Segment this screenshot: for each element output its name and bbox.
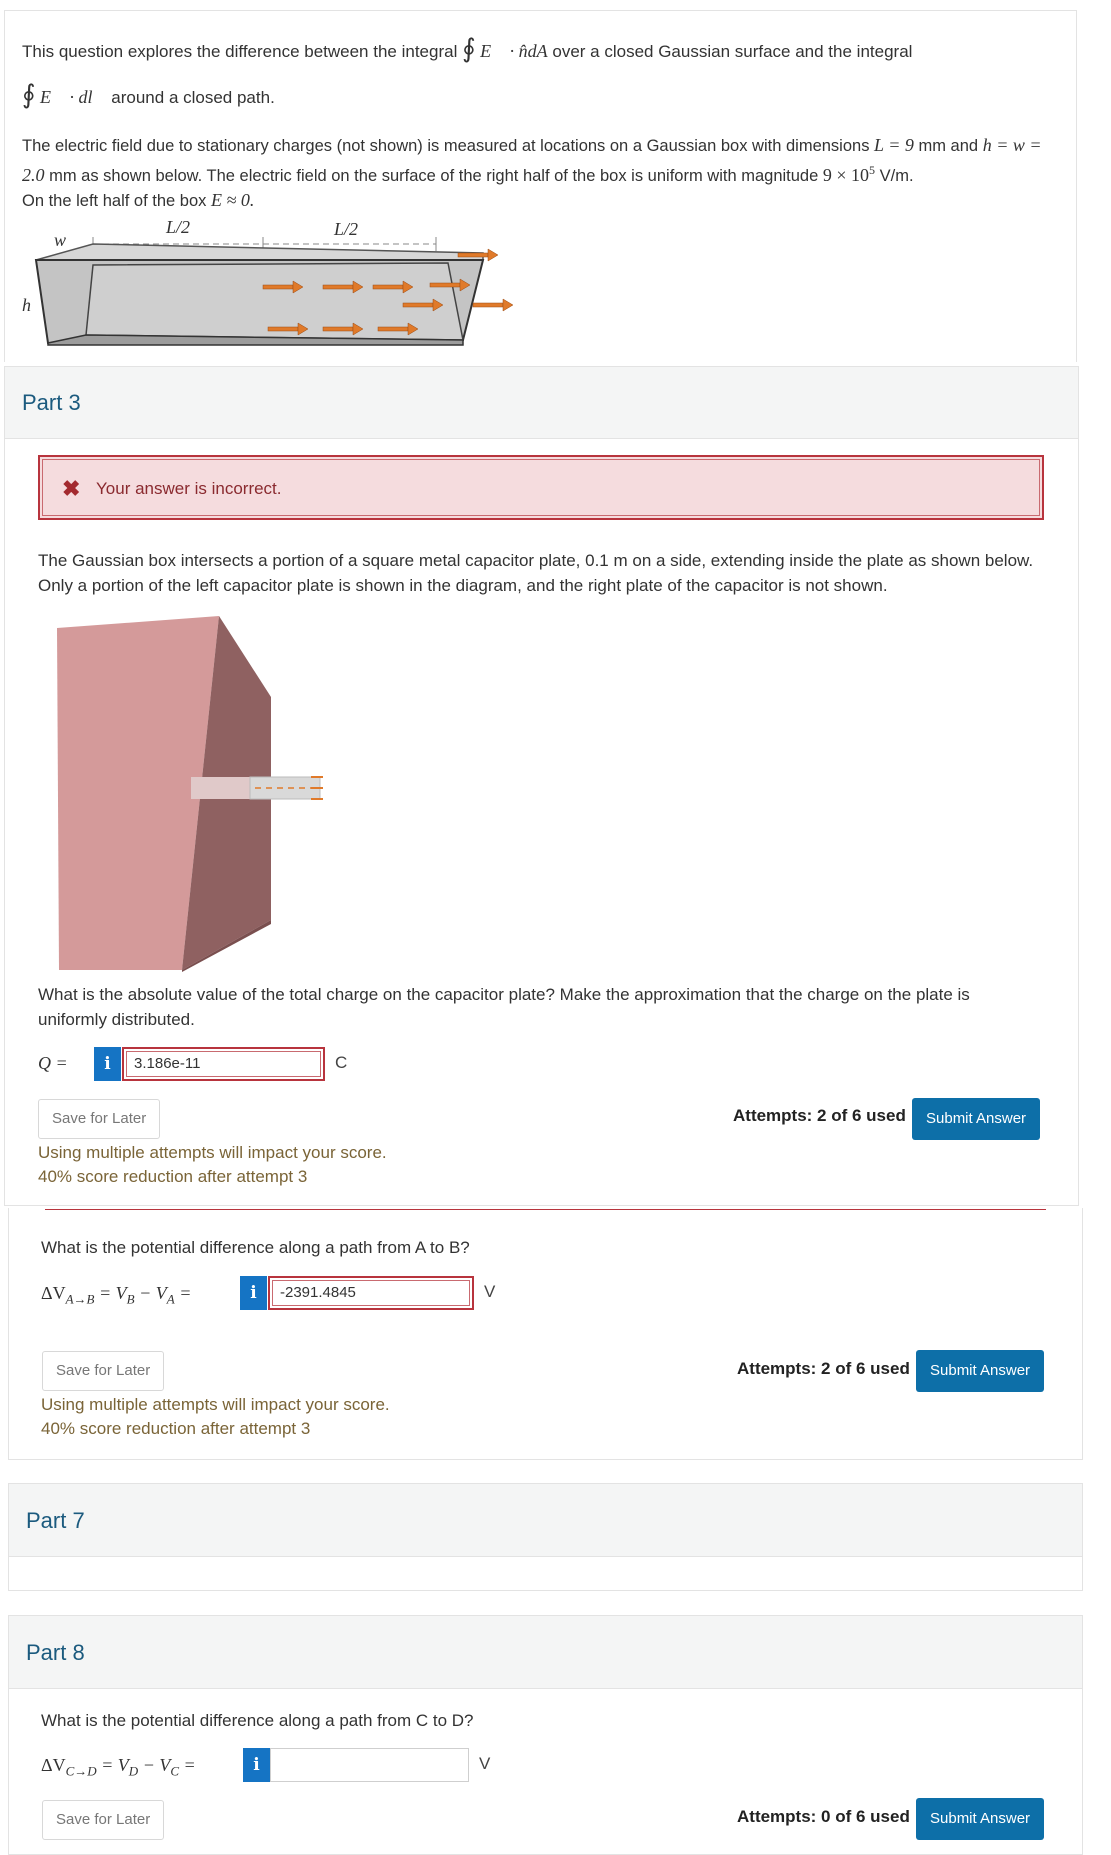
capacitor-plate-diagram <box>55 612 335 972</box>
h-label: h <box>22 295 31 315</box>
half-length-label-right: L/2 <box>334 219 359 239</box>
part3-question: What is the absolute value of the total charge on the capacitor plate? Make the approximation that the charge on the plate is uniformly distributed. <box>38 985 970 1029</box>
potential-ab-label: $\Delta V_{A\to B} = V_B - V_A$ = <box>41 1283 192 1307</box>
intro-line-1: This question explores the difference between the integral ∮ E⃗ · n̂dA over a closed Gaussian surface and the integral <box>22 34 913 63</box>
w-label: w <box>54 230 67 250</box>
potential-ab-unit: V <box>484 1282 496 1301</box>
part8-title: Part 8 <box>26 1640 85 1665</box>
info-icon[interactable]: i <box>240 1276 267 1310</box>
submit-answer-button[interactable]: Submit Answer <box>912 1098 1040 1140</box>
save-for-later-button[interactable]: Save for Later <box>38 1099 160 1139</box>
attempts-counter: Attempts: 2 of 6 used <box>733 1106 906 1125</box>
part7-title: Part 7 <box>26 1508 85 1533</box>
section-divider <box>45 1209 1046 1210</box>
charge-answer-input[interactable]: 3.186e-11 <box>122 1047 325 1081</box>
attempts-warning: Using multiple attempts will impact your score. 40% score reduction after attempt 3 <box>41 1395 390 1438</box>
part-ab-question: What is the potential difference along a path from A to B? <box>41 1238 470 1257</box>
incorrect-alert <box>38 455 1044 520</box>
potential-cd-label: $\Delta V_{C\to D} = V_D - V_C$ = <box>41 1755 196 1779</box>
error-x-icon: ✖ <box>62 476 81 501</box>
intro-line-2: ∮ E⃗ · dl⃗ around a closed path. <box>22 80 275 109</box>
part7-card <box>8 1483 1083 1591</box>
part3-description: The Gaussian box intersects a portion of a square metal capacitor plate, 0.1 m on a side, extending inside the plate as shown below. Only a portion of the left capacitor plate is shown in the diagram, and the right plate of the capacitor is not shown. <box>38 551 1034 595</box>
save-for-later-button[interactable]: Save for Later <box>42 1351 164 1391</box>
line-integral-formula: ∮ E⃗ · dl⃗ <box>22 80 107 109</box>
submit-answer-button[interactable]: Submit Answer <box>916 1350 1044 1392</box>
info-icon[interactable]: i <box>243 1748 270 1782</box>
submit-answer-button[interactable]: Submit Answer <box>916 1798 1044 1840</box>
potential-cd-answer-input[interactable] <box>270 1748 469 1782</box>
part8-question: What is the potential difference along a path from C to D? <box>41 1711 474 1730</box>
save-for-later-button[interactable]: Save for Later <box>42 1800 164 1840</box>
part7-header <box>9 1484 1082 1557</box>
surface-integral-formula: ∮ E⃗ · n̂dA <box>462 34 548 63</box>
capacitor-plate-svg <box>55 612 335 972</box>
part3-header <box>5 367 1078 439</box>
info-icon[interactable]: i <box>94 1047 121 1081</box>
potential-ab-answer-input[interactable]: -2391.4845 <box>268 1276 474 1310</box>
half-length-label-left: L/2 <box>166 217 191 237</box>
gaussian-box-diagram <box>18 215 538 350</box>
attempts-counter: Attempts: 2 of 6 used <box>737 1359 910 1378</box>
part8-header <box>9 1616 1082 1689</box>
potential-cd-unit: V <box>479 1754 491 1773</box>
charge-variable-label: Q = <box>38 1053 68 1073</box>
attempts-counter: Attempts: 0 of 6 used <box>737 1807 910 1826</box>
gaussian-box-svg <box>18 215 538 350</box>
incorrect-message: Your answer is incorrect. <box>96 479 282 498</box>
part3-title: Part 3 <box>22 390 81 415</box>
attempts-warning: Using multiple attempts will impact your score. 40% score reduction after attempt 3 <box>38 1143 387 1186</box>
intro-paragraph: The electric field due to stationary charges (not shown) is measured at locations on a Gaussian box with dimensions L = 9 mm and h = w = 2.0 mm as shown below. The electric field on the surface of the right half of the box is uniform with magnitude $9 \times 10^5$ V/m. On the left half of the box E ≈ 0. <box>22 135 1042 210</box>
charge-unit: C <box>335 1053 348 1072</box>
